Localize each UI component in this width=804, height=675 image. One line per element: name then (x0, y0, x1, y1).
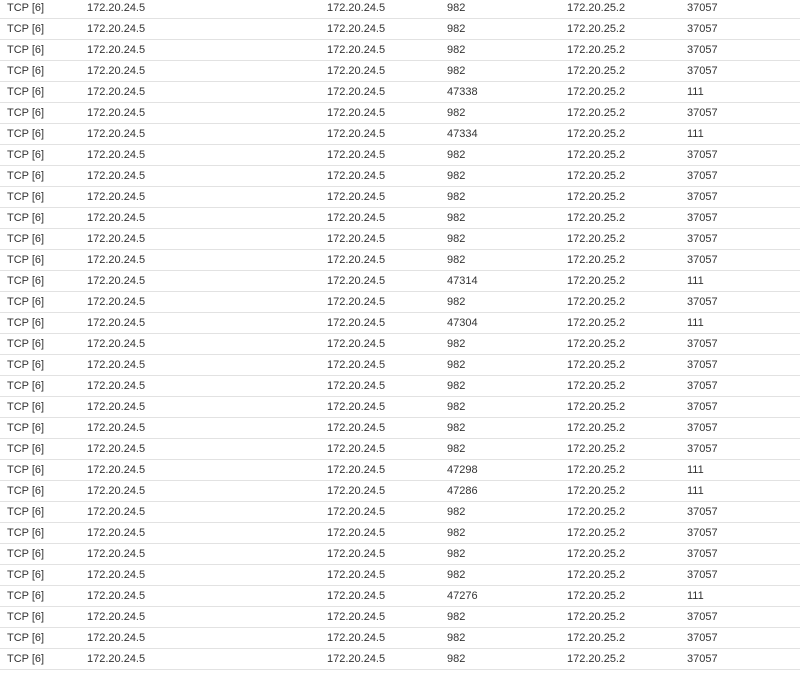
destination-port-cell: 37057 (687, 632, 718, 644)
table-row (0, 355, 800, 376)
protocol-cell: TCP [6] (7, 65, 45, 77)
nat-source-address-cell: 172.20.24.5 (327, 2, 386, 14)
destination-port-cell: 111 (687, 590, 704, 602)
nat-source-address-cell: 172.20.24.5 (327, 65, 386, 77)
protocol-cell: TCP [6] (7, 44, 45, 56)
nat-source-address-cell: 172.20.24.5 (327, 170, 386, 182)
destination-port-cell: 37057 (687, 380, 718, 392)
destination-address-cell: 172.20.25.2 (567, 233, 626, 245)
destination-address-cell: 172.20.25.2 (567, 23, 626, 35)
source-port-cell: 47338 (447, 86, 478, 98)
nat-source-address-cell: 172.20.24.5 (327, 443, 386, 455)
source-address-cell: 172.20.24.5 (87, 548, 146, 560)
source-port-cell: 982 (447, 506, 466, 518)
table-row (0, 607, 800, 628)
protocol-cell: TCP [6] (7, 275, 45, 287)
protocol-cell: TCP [6] (7, 653, 45, 665)
protocol-cell: TCP [6] (7, 128, 45, 140)
destination-port-cell: 111 (687, 128, 704, 140)
source-address-cell: 172.20.24.5 (87, 569, 146, 581)
destination-address-cell: 172.20.25.2 (567, 611, 626, 623)
table-row (0, 187, 800, 208)
source-port-cell: 982 (447, 44, 466, 56)
destination-address-cell: 172.20.25.2 (567, 527, 626, 539)
source-address-cell: 172.20.24.5 (87, 401, 146, 413)
table-row (0, 397, 800, 418)
source-port-cell: 47276 (447, 590, 478, 602)
nat-source-address-cell: 172.20.24.5 (327, 317, 386, 329)
source-address-cell: 172.20.24.5 (87, 506, 146, 518)
source-port-cell: 47314 (447, 275, 478, 287)
protocol-cell: TCP [6] (7, 611, 45, 623)
source-port-cell: 982 (447, 359, 466, 371)
destination-port-cell: 37057 (687, 233, 718, 245)
source-address-cell: 172.20.24.5 (87, 254, 146, 266)
table-row (0, 208, 800, 229)
source-address-cell: 172.20.24.5 (87, 443, 146, 455)
protocol-cell: TCP [6] (7, 23, 45, 35)
table-row (0, 565, 800, 586)
destination-port-cell: 37057 (687, 2, 718, 14)
protocol-cell: TCP [6] (7, 107, 45, 119)
destination-address-cell: 172.20.25.2 (567, 653, 626, 665)
destination-address-cell: 172.20.25.2 (567, 359, 626, 371)
destination-address-cell: 172.20.25.2 (567, 296, 626, 308)
destination-address-cell: 172.20.25.2 (567, 464, 626, 476)
nat-source-address-cell: 172.20.24.5 (327, 380, 386, 392)
source-address-cell: 172.20.24.5 (87, 527, 146, 539)
destination-address-cell: 172.20.25.2 (567, 170, 626, 182)
table-row (0, 166, 800, 187)
source-address-cell: 172.20.24.5 (87, 338, 146, 350)
nat-source-address-cell: 172.20.24.5 (327, 296, 386, 308)
nat-source-address-cell: 172.20.24.5 (327, 569, 386, 581)
table-row (0, 292, 800, 313)
destination-port-cell: 37057 (687, 65, 718, 77)
table-row (0, 418, 800, 439)
source-port-cell: 982 (447, 338, 466, 350)
nat-source-address-cell: 172.20.24.5 (327, 401, 386, 413)
source-port-cell: 982 (447, 65, 466, 77)
protocol-cell: TCP [6] (7, 254, 45, 266)
source-address-cell: 172.20.24.5 (87, 23, 146, 35)
protocol-cell: TCP [6] (7, 170, 45, 182)
source-port-cell: 47304 (447, 317, 478, 329)
destination-port-cell: 111 (687, 275, 704, 287)
destination-port-cell: 37057 (687, 338, 718, 350)
destination-address-cell: 172.20.25.2 (567, 149, 626, 161)
nat-source-address-cell: 172.20.24.5 (327, 485, 386, 497)
destination-port-cell: 111 (687, 464, 704, 476)
table-row (0, 523, 800, 544)
table-row (0, 124, 800, 145)
protocol-cell: TCP [6] (7, 212, 45, 224)
destination-port-cell: 37057 (687, 149, 718, 161)
table-row (0, 229, 800, 250)
nat-source-address-cell: 172.20.24.5 (327, 590, 386, 602)
table-row (0, 145, 800, 166)
destination-address-cell: 172.20.25.2 (567, 65, 626, 77)
source-port-cell: 982 (447, 2, 466, 14)
destination-port-cell: 37057 (687, 653, 718, 665)
source-port-cell: 982 (447, 632, 466, 644)
destination-address-cell: 172.20.25.2 (567, 212, 626, 224)
destination-port-cell: 37057 (687, 506, 718, 518)
destination-port-cell: 37057 (687, 422, 718, 434)
protocol-cell: TCP [6] (7, 338, 45, 350)
destination-port-cell: 37057 (687, 23, 718, 35)
destination-port-cell: 37057 (687, 170, 718, 182)
nat-source-address-cell: 172.20.24.5 (327, 611, 386, 623)
source-port-cell: 982 (447, 107, 466, 119)
source-port-cell: 982 (447, 569, 466, 581)
source-address-cell: 172.20.24.5 (87, 359, 146, 371)
protocol-cell: TCP [6] (7, 443, 45, 455)
table-row (0, 628, 800, 649)
nat-source-address-cell: 172.20.24.5 (327, 233, 386, 245)
table-row (0, 61, 800, 82)
destination-address-cell: 172.20.25.2 (567, 422, 626, 434)
source-port-cell: 982 (447, 233, 466, 245)
destination-port-cell: 37057 (687, 443, 718, 455)
destination-address-cell: 172.20.25.2 (567, 590, 626, 602)
destination-port-cell: 37057 (687, 212, 718, 224)
protocol-cell: TCP [6] (7, 149, 45, 161)
source-address-cell: 172.20.24.5 (87, 86, 146, 98)
table-row (0, 271, 800, 292)
nat-source-address-cell: 172.20.24.5 (327, 527, 386, 539)
destination-address-cell: 172.20.25.2 (567, 443, 626, 455)
protocol-cell: TCP [6] (7, 527, 45, 539)
nat-source-address-cell: 172.20.24.5 (327, 149, 386, 161)
source-port-cell: 982 (447, 401, 466, 413)
source-address-cell: 172.20.24.5 (87, 380, 146, 392)
destination-port-cell: 37057 (687, 359, 718, 371)
source-port-cell: 982 (447, 548, 466, 560)
protocol-cell: TCP [6] (7, 191, 45, 203)
source-port-cell: 47298 (447, 464, 478, 476)
protocol-cell: TCP [6] (7, 317, 45, 329)
nat-source-address-cell: 172.20.24.5 (327, 23, 386, 35)
table-row (0, 313, 800, 334)
source-port-cell: 982 (447, 296, 466, 308)
source-port-cell: 982 (447, 23, 466, 35)
table-row (0, 40, 800, 61)
destination-address-cell: 172.20.25.2 (567, 317, 626, 329)
protocol-cell: TCP [6] (7, 485, 45, 497)
source-port-cell: 982 (447, 149, 466, 161)
destination-address-cell: 172.20.25.2 (567, 569, 626, 581)
table-row (0, 376, 800, 397)
nat-source-address-cell: 172.20.24.5 (327, 107, 386, 119)
destination-address-cell: 172.20.25.2 (567, 191, 626, 203)
source-address-cell: 172.20.24.5 (87, 2, 146, 14)
table-row (0, 0, 800, 19)
destination-address-cell: 172.20.25.2 (567, 380, 626, 392)
destination-port-cell: 111 (687, 485, 704, 497)
table-row (0, 586, 800, 607)
destination-port-cell: 37057 (687, 254, 718, 266)
destination-address-cell: 172.20.25.2 (567, 254, 626, 266)
source-address-cell: 172.20.24.5 (87, 611, 146, 623)
nat-source-address-cell: 172.20.24.5 (327, 653, 386, 665)
protocol-cell: TCP [6] (7, 233, 45, 245)
source-address-cell: 172.20.24.5 (87, 44, 146, 56)
table-row (0, 250, 800, 271)
protocol-cell: TCP [6] (7, 2, 45, 14)
protocol-cell: TCP [6] (7, 422, 45, 434)
nat-source-address-cell: 172.20.24.5 (327, 128, 386, 140)
protocol-cell: TCP [6] (7, 632, 45, 644)
table-row (0, 103, 800, 124)
source-address-cell: 172.20.24.5 (87, 317, 146, 329)
destination-port-cell: 37057 (687, 401, 718, 413)
source-port-cell: 982 (447, 422, 466, 434)
protocol-cell: TCP [6] (7, 590, 45, 602)
source-address-cell: 172.20.24.5 (87, 422, 146, 434)
source-address-cell: 172.20.24.5 (87, 632, 146, 644)
nat-source-address-cell: 172.20.24.5 (327, 254, 386, 266)
source-port-cell: 982 (447, 191, 466, 203)
destination-address-cell: 172.20.25.2 (567, 548, 626, 560)
source-address-cell: 172.20.24.5 (87, 464, 146, 476)
source-port-cell: 982 (447, 443, 466, 455)
table-row (0, 481, 800, 502)
source-address-cell: 172.20.24.5 (87, 653, 146, 665)
destination-address-cell: 172.20.25.2 (567, 485, 626, 497)
destination-address-cell: 172.20.25.2 (567, 632, 626, 644)
destination-address-cell: 172.20.25.2 (567, 44, 626, 56)
source-address-cell: 172.20.24.5 (87, 296, 146, 308)
nat-source-address-cell: 172.20.24.5 (327, 359, 386, 371)
source-address-cell: 172.20.24.5 (87, 485, 146, 497)
nat-source-address-cell: 172.20.24.5 (327, 86, 386, 98)
protocol-cell: TCP [6] (7, 296, 45, 308)
source-address-cell: 172.20.24.5 (87, 170, 146, 182)
table-row (0, 649, 800, 670)
protocol-cell: TCP [6] (7, 548, 45, 560)
source-port-cell: 47334 (447, 128, 478, 140)
source-port-cell: 47286 (447, 485, 478, 497)
source-port-cell: 982 (447, 380, 466, 392)
destination-address-cell: 172.20.25.2 (567, 338, 626, 350)
nat-source-address-cell: 172.20.24.5 (327, 338, 386, 350)
destination-port-cell: 37057 (687, 296, 718, 308)
protocol-cell: TCP [6] (7, 86, 45, 98)
destination-port-cell: 37057 (687, 611, 718, 623)
nat-source-address-cell: 172.20.24.5 (327, 44, 386, 56)
destination-port-cell: 37057 (687, 527, 718, 539)
source-address-cell: 172.20.24.5 (87, 149, 146, 161)
protocol-cell: TCP [6] (7, 359, 45, 371)
table-row (0, 544, 800, 565)
destination-port-cell: 111 (687, 317, 704, 329)
destination-address-cell: 172.20.25.2 (567, 275, 626, 287)
nat-source-address-cell: 172.20.24.5 (327, 464, 386, 476)
source-port-cell: 982 (447, 611, 466, 623)
table-row (0, 19, 800, 40)
source-address-cell: 172.20.24.5 (87, 233, 146, 245)
table-row (0, 439, 800, 460)
nat-source-address-cell: 172.20.24.5 (327, 275, 386, 287)
table-row (0, 502, 800, 523)
destination-address-cell: 172.20.25.2 (567, 506, 626, 518)
source-address-cell: 172.20.24.5 (87, 590, 146, 602)
source-port-cell: 982 (447, 527, 466, 539)
source-port-cell: 982 (447, 212, 466, 224)
source-address-cell: 172.20.24.5 (87, 275, 146, 287)
source-port-cell: 982 (447, 170, 466, 182)
nat-source-address-cell: 172.20.24.5 (327, 632, 386, 644)
protocol-cell: TCP [6] (7, 464, 45, 476)
destination-port-cell: 37057 (687, 569, 718, 581)
destination-port-cell: 37057 (687, 107, 718, 119)
source-address-cell: 172.20.24.5 (87, 212, 146, 224)
nat-source-address-cell: 172.20.24.5 (327, 212, 386, 224)
source-address-cell: 172.20.24.5 (87, 65, 146, 77)
source-port-cell: 982 (447, 254, 466, 266)
protocol-cell: TCP [6] (7, 506, 45, 518)
destination-port-cell: 37057 (687, 548, 718, 560)
destination-address-cell: 172.20.25.2 (567, 107, 626, 119)
destination-address-cell: 172.20.25.2 (567, 401, 626, 413)
protocol-cell: TCP [6] (7, 401, 45, 413)
destination-port-cell: 111 (687, 86, 704, 98)
destination-port-cell: 37057 (687, 44, 718, 56)
source-address-cell: 172.20.24.5 (87, 191, 146, 203)
destination-address-cell: 172.20.25.2 (567, 86, 626, 98)
protocol-cell: TCP [6] (7, 569, 45, 581)
source-port-cell: 982 (447, 653, 466, 665)
protocol-cell: TCP [6] (7, 380, 45, 392)
source-address-cell: 172.20.24.5 (87, 107, 146, 119)
source-address-cell: 172.20.24.5 (87, 128, 146, 140)
nat-source-address-cell: 172.20.24.5 (327, 548, 386, 560)
table-row (0, 82, 800, 103)
table-row (0, 460, 800, 481)
destination-address-cell: 172.20.25.2 (567, 2, 626, 14)
destination-address-cell: 172.20.25.2 (567, 128, 626, 140)
destination-port-cell: 37057 (687, 191, 718, 203)
nat-source-address-cell: 172.20.24.5 (327, 422, 386, 434)
table-row (0, 334, 800, 355)
nat-source-address-cell: 172.20.24.5 (327, 506, 386, 518)
nat-source-address-cell: 172.20.24.5 (327, 191, 386, 203)
